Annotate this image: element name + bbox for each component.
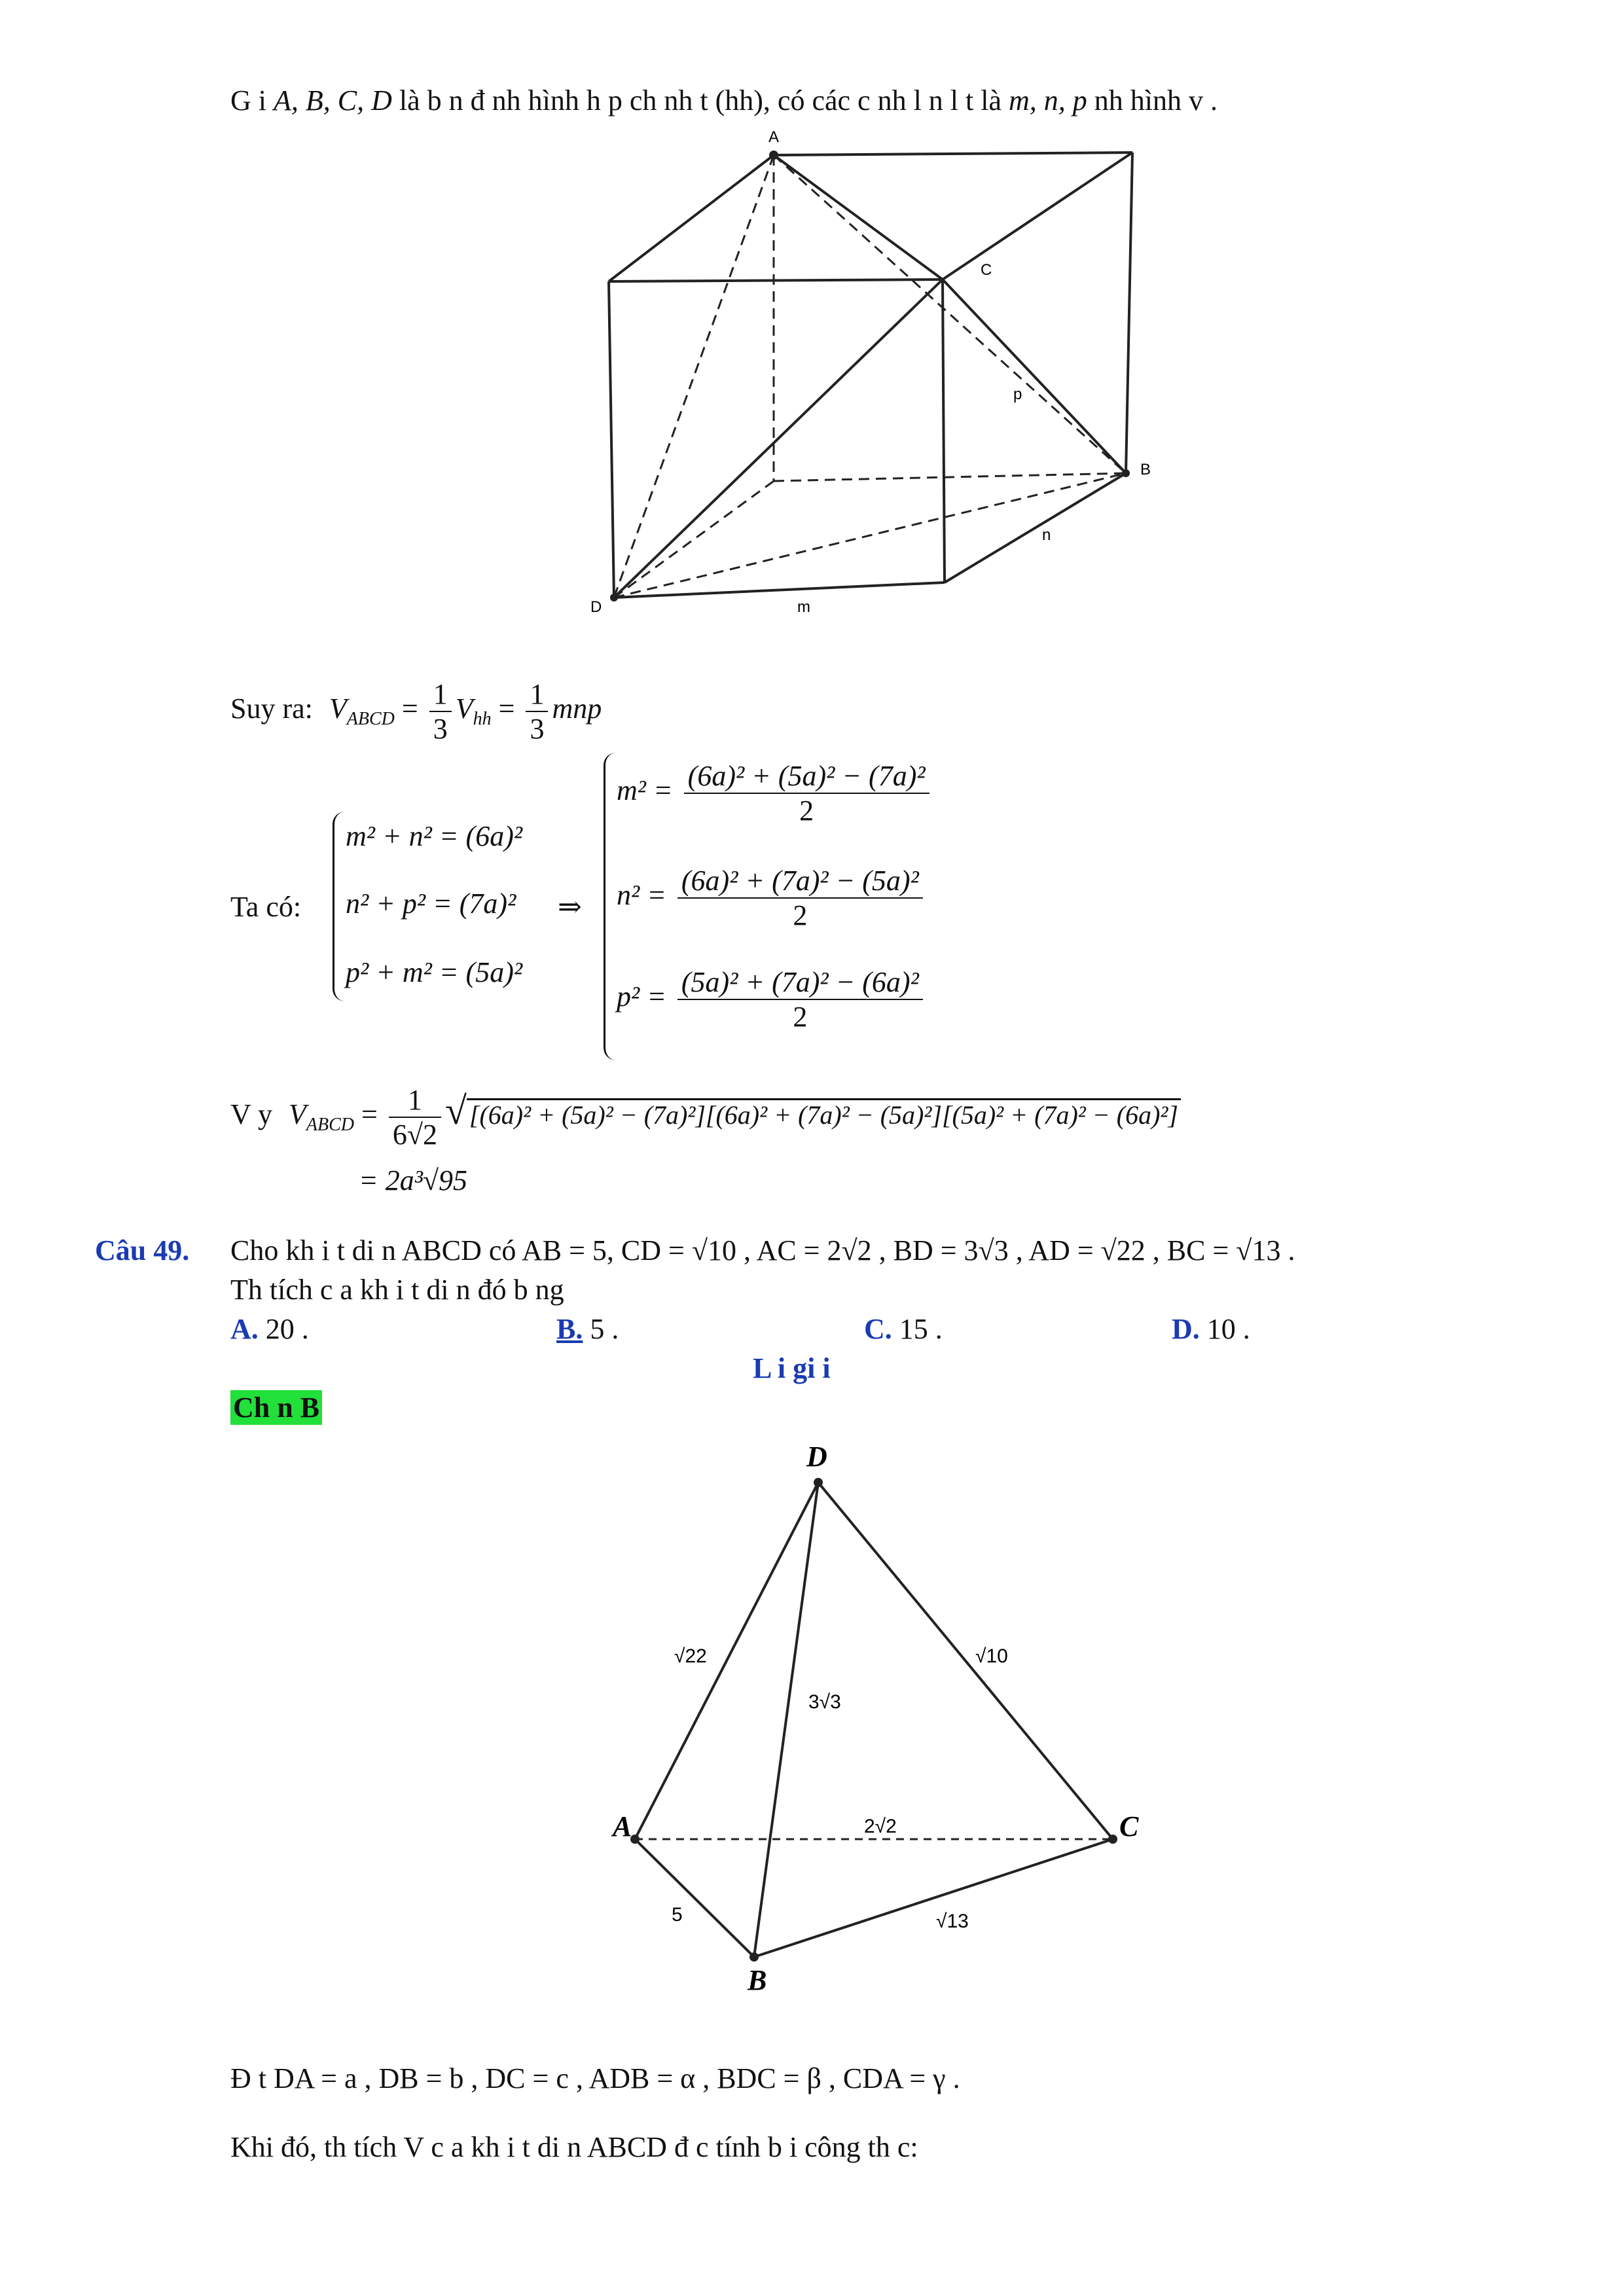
vhh-symbol: V <box>455 692 473 725</box>
question-text-1: Cho kh i t di n ABCD có AB = 5, CD = √10 , AC = 2√2 , BD = 3√3 , AD = √22 , BC = √13 . <box>230 1234 1295 1266</box>
right-eq-3-lhs: p² = <box>617 980 666 1013</box>
question-text-2: Th tích c a kh i t di n đó b ng <box>230 1274 564 1306</box>
vhh-subscript: hh <box>473 709 492 730</box>
edge-label-BC: √13 <box>936 1910 969 1932</box>
mnp: mnp <box>552 692 602 725</box>
frac-num: 1 <box>429 677 452 712</box>
implies-arrow: ⇒ <box>558 891 582 923</box>
option-d-value: 10 . <box>1206 1313 1250 1345</box>
right-eq-2-num: (6a)² + (7a)² − (5a)² <box>677 864 923 899</box>
question-number: Câu 49. <box>95 1234 190 1266</box>
option-c-letter: C. <box>864 1313 892 1345</box>
ta-co-prefix: Ta có: <box>230 891 302 923</box>
vay-fraction <box>389 1083 441 1151</box>
vertex-B-dot <box>1122 469 1130 477</box>
tetra-label-C: C <box>1119 1810 1139 1842</box>
one-third-fraction-2 <box>526 677 548 745</box>
right-system-brace <box>604 753 616 1060</box>
edge-AD <box>635 1482 818 1839</box>
right-eq-1-num: (6a)² + (5a)² − (7a)² <box>684 759 929 794</box>
box-label-D: D <box>590 598 602 616</box>
vay-radicand: [(6a)² + (5a)² − (7a)²][(6a)² + (7a)² − (5a)²][(5a)² + (7a)² − (6a)²] <box>467 1098 1181 1130</box>
frac-den-2: 3 <box>530 713 545 745</box>
right-eq-3 <box>617 965 927 1033</box>
tetra-label-D: D <box>806 1441 827 1473</box>
right-eq-3-num: (5a)² + (7a)² − (6a)² <box>677 965 923 1000</box>
intro-vertices: A, B, C, D <box>274 84 392 117</box>
option-d[interactable] <box>1172 1312 1250 1346</box>
frac-den: 3 <box>433 713 448 745</box>
intro-line <box>230 84 1218 117</box>
edge-label-AD: √22 <box>674 1645 707 1667</box>
equals: = <box>401 692 418 725</box>
right-eq-1-den: 2 <box>799 795 814 827</box>
v-symbol: V <box>329 692 347 725</box>
intro-text-5: nh hình v . <box>1087 84 1218 117</box>
suy-ra-prefix: Suy ra: <box>230 692 313 725</box>
right-eq-1 <box>617 759 933 827</box>
right-eq-2 <box>617 864 927 932</box>
box-label-m: m <box>797 598 810 616</box>
tetrahedron-figure <box>596 1440 1185 2016</box>
tetra-vertex-D-dot <box>814 1478 823 1487</box>
solution-title: L i gi i <box>753 1352 831 1384</box>
option-b[interactable] <box>556 1312 619 1346</box>
left-system-brace <box>333 812 345 1001</box>
right-eq-3-den: 2 <box>793 1001 808 1033</box>
right-eq-3-frac <box>677 965 923 1033</box>
box-figure <box>576 128 1152 638</box>
left-eq-3: p² + m² = (5a)² <box>346 956 523 988</box>
vay-frac-num: 1 <box>389 1083 441 1118</box>
right-eq-1-frac <box>684 759 929 827</box>
v-subscript: ABCD <box>346 709 395 730</box>
intro-text-1: G i <box>230 84 274 117</box>
frac-num-2: 1 <box>526 677 548 712</box>
box-label-p: p <box>1013 386 1022 403</box>
edge-label-AB: 5 <box>672 1904 683 1926</box>
vertex-A-dot <box>769 151 778 160</box>
vay-equals: = <box>361 1098 378 1131</box>
vay-v-subscript: ABCD <box>306 1115 354 1136</box>
tetra-vertex-C-dot <box>1108 1835 1117 1844</box>
box-label-n: n <box>1042 526 1051 544</box>
edge-label-AC: 2√2 <box>864 1816 897 1837</box>
option-a-value: 20 . <box>265 1313 309 1345</box>
right-eq-2-lhs: n² = <box>617 879 666 912</box>
vay-frac-den: 6√2 <box>392 1119 437 1151</box>
edge-AB <box>635 1839 754 1957</box>
sqrt-sign: √ <box>444 1089 467 1133</box>
choice-badge <box>230 1391 322 1424</box>
option-a[interactable] <box>230 1312 309 1346</box>
one-third-fraction <box>429 677 452 745</box>
left-eq-1: m² + n² = (6a)² <box>346 820 523 852</box>
option-b-letter: B. <box>556 1313 583 1345</box>
right-eq-2-den: 2 <box>793 899 808 931</box>
edge-label-CD: √10 <box>975 1645 1008 1667</box>
equals-2: = <box>498 692 515 725</box>
khi-do-line: Khi đó, th tích V c a kh i t di n ABCD đ c tính b i công th c: <box>230 2131 918 2163</box>
suy-ra-line <box>230 677 602 745</box>
edge-BD <box>754 1482 818 1957</box>
choice-text: Ch n B <box>230 1390 322 1425</box>
intro-text-3: là b n đ nh hình h p ch nh t (hh), có các c nh l n l t là <box>391 84 1009 117</box>
option-c-value: 15 . <box>899 1313 943 1345</box>
edge-label-BD: 3√3 <box>808 1691 841 1713</box>
box-label-C: C <box>981 261 992 279</box>
right-eq-1-lhs: m² = <box>617 774 673 807</box>
vay-prefix: V y <box>230 1098 272 1131</box>
edge-BC <box>754 1839 1113 1957</box>
option-d-letter: D. <box>1172 1313 1200 1345</box>
tetra-label-B: B <box>748 1964 767 1996</box>
intro-edges: m, n, p <box>1009 84 1087 117</box>
option-a-letter: A. <box>230 1313 259 1345</box>
edge-CD <box>818 1482 1113 1839</box>
tetra-vertex-B-dot <box>749 1952 759 1962</box>
vay-v-symbol: V <box>288 1098 306 1131</box>
vay-line <box>230 1083 1181 1151</box>
vay-result: = 2a³√95 <box>359 1164 468 1196</box>
option-b-value: 5 . <box>590 1313 619 1345</box>
option-c[interactable] <box>864 1312 943 1346</box>
vertex-D-dot <box>610 594 618 601</box>
right-eq-2-frac <box>677 864 923 932</box>
tetra-label-A: A <box>613 1810 632 1842</box>
left-eq-2: n² + p² = (7a)² <box>346 888 516 920</box>
dat-line: Đ t DA = a , DB = b , DC = c , ADB = α , BDC = β , CDA = γ . <box>230 2062 960 2094</box>
box-label-B: B <box>1140 461 1151 478</box>
box-label-A: A <box>768 128 780 146</box>
